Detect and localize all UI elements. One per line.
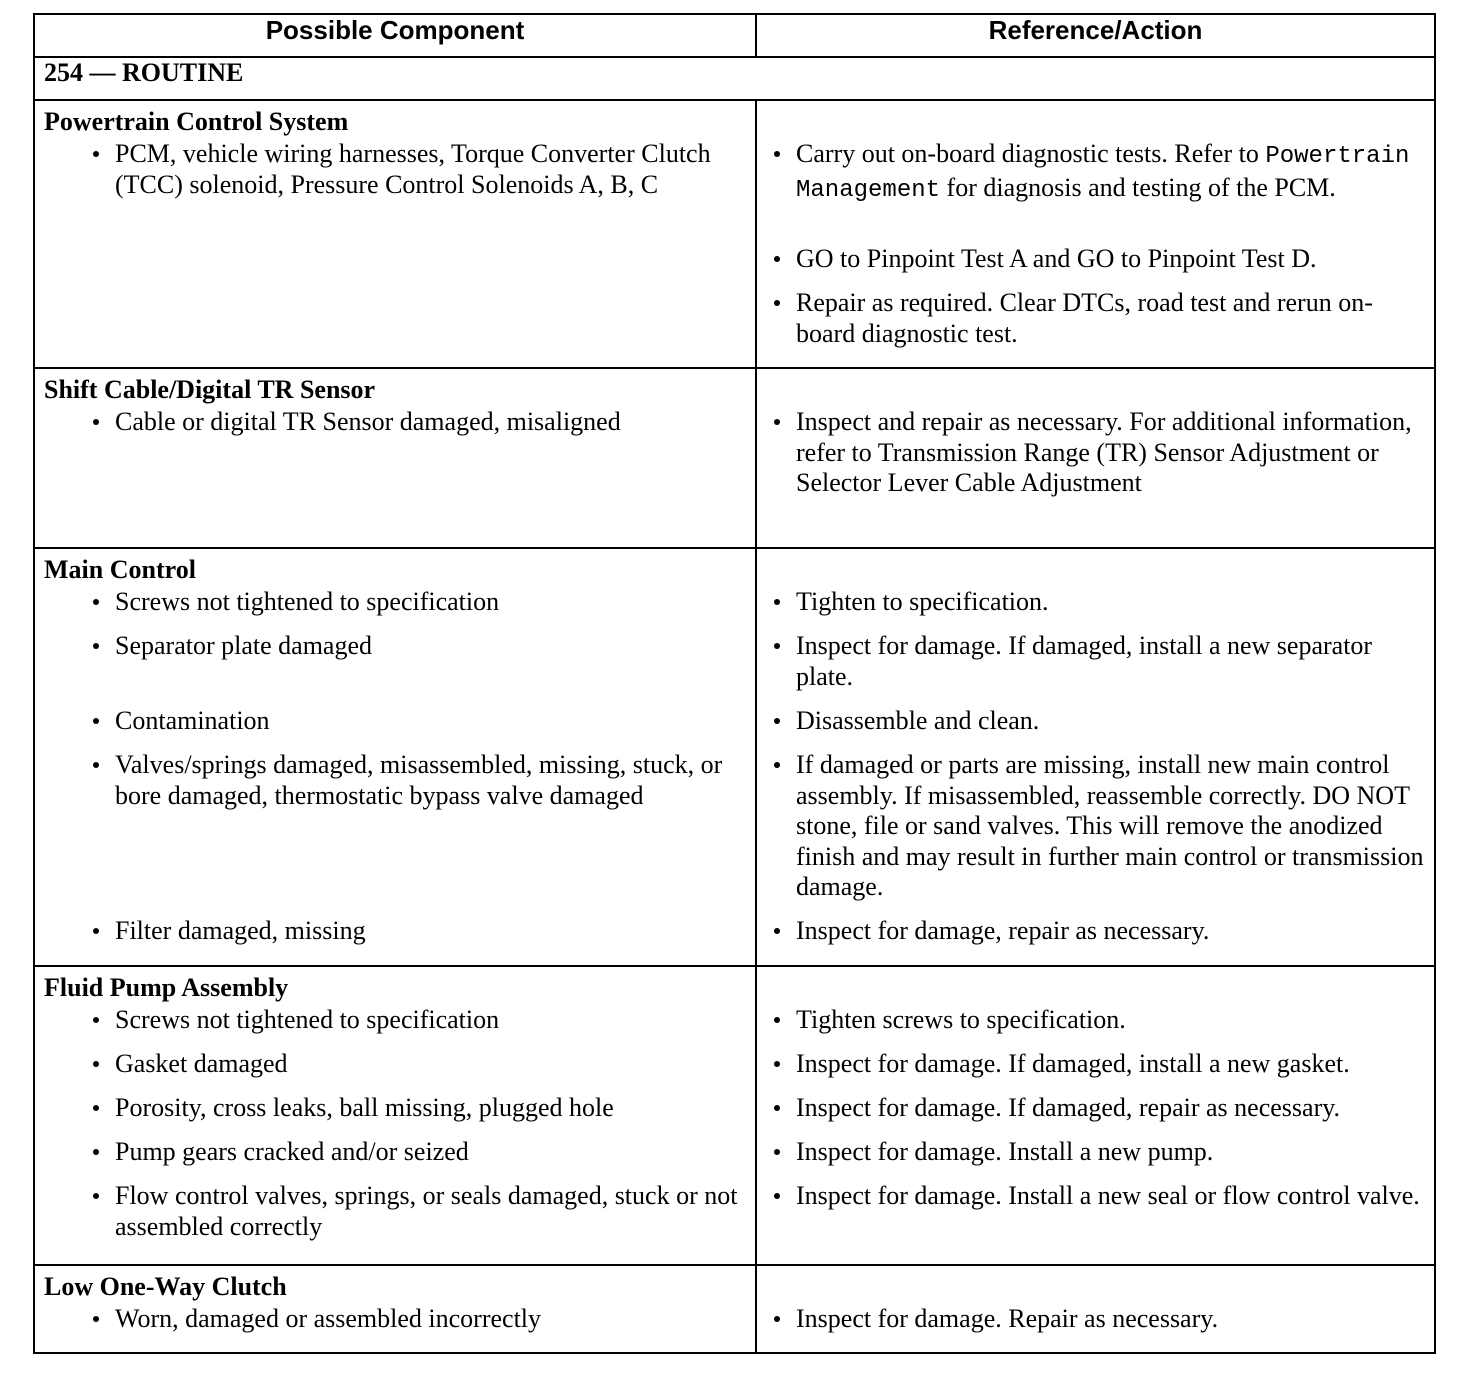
section-title: Shift Cable/Digital TR Sensor: [44, 375, 376, 404]
component-list: [35, 587, 755, 946]
action-item: Inspect for damage, repair as necessary.: [757, 916, 1434, 946]
action-item: Tighten to specification.: [757, 587, 1434, 617]
component-item: Screws not tightened to specification: [35, 587, 755, 617]
routine-code: 254 — ROUTINE: [34, 57, 1435, 100]
component-cell: [34, 548, 756, 966]
component-item: Gasket damaged: [35, 1049, 755, 1079]
component-list: [35, 1005, 755, 1242]
action-list: [757, 139, 1434, 349]
section-row: [34, 1265, 1435, 1353]
action-item: Disassemble and clean.: [757, 706, 1434, 736]
action-item: Inspect for damage. Install a new seal or flow control valve.: [757, 1181, 1434, 1212]
section-row: [34, 100, 1435, 368]
action-item: If damaged or parts are missing, install new main control assembly. If misassembled, reassemble correctly. DO NOT stone, file or sand valves. This will remove the anodized finish and may result in further main control or transmission damage.: [757, 750, 1434, 902]
action-item: GO to Pinpoint Test A and GO to Pinpoint Test D.: [757, 244, 1434, 274]
component-item: Pump gears cracked and/or seized: [35, 1137, 755, 1167]
code-row: [34, 57, 1435, 100]
component-cell: [34, 1265, 756, 1353]
component-cell: [34, 368, 756, 548]
action-item: Inspect for damage. If damaged, repair as necessary.: [757, 1093, 1434, 1123]
component-item: Separator plate damaged: [35, 631, 755, 692]
action-item: Inspect for damage. Repair as necessary.: [757, 1304, 1434, 1335]
action-item: Inspect for damage. Install a new pump.: [757, 1137, 1434, 1167]
header-action: Reference/Action: [756, 14, 1435, 57]
action-item: Tighten screws to specification.: [757, 1005, 1434, 1035]
component-item: Porosity, cross leaks, ball missing, plugged hole: [35, 1093, 755, 1123]
component-item: Cable or digital TR Sensor damaged, misaligned: [35, 407, 755, 438]
action-list: [757, 407, 1434, 499]
component-item: Worn, damaged or assembled incorrectly: [35, 1304, 755, 1335]
action-list: [757, 1304, 1434, 1335]
section-title: Main Control: [44, 555, 196, 584]
diagnostic-table: [33, 13, 1436, 1354]
action-item: [757, 139, 1434, 230]
section-title: Low One-Way Clutch: [44, 1272, 287, 1301]
header-row: [34, 14, 1435, 57]
action-text-post: for diagnosis and testing of the PCM.: [946, 172, 1336, 202]
component-item: Flow control valves, springs, or seals damaged, stuck or not assembled correctly: [35, 1181, 755, 1242]
action-cell: [756, 100, 1435, 368]
component-list: [35, 407, 755, 438]
action-cell: [756, 548, 1435, 966]
header-component: Possible Component: [34, 14, 756, 57]
action-item: Inspect and repair as necessary. For additional information, refer to Transmission Range (TR) Sensor Adjustment or Selector Lever Cable Adjustment: [757, 407, 1434, 499]
section-row: [34, 966, 1435, 1265]
action-item: Repair as required. Clear DTCs, road test and rerun on-board diagnostic test.: [757, 288, 1434, 349]
action-item: Inspect for damage. If damaged, install a new gasket.: [757, 1049, 1434, 1079]
action-list: [757, 1005, 1434, 1212]
reference-powertrain-management: Powertrain Management: [796, 143, 1410, 204]
component-list: [35, 1304, 755, 1335]
action-cell: [756, 368, 1435, 548]
section-title: Fluid Pump Assembly: [44, 973, 289, 1002]
component-item: Screws not tightened to specification: [35, 1005, 755, 1035]
section-row: [34, 548, 1435, 966]
action-cell: [756, 1265, 1435, 1353]
section-title: Powertrain Control System: [44, 107, 349, 136]
action-item: Inspect for damage. If damaged, install a new separator plate.: [757, 631, 1434, 692]
action-text-pre: Carry out on-board diagnostic tests. Refer to: [796, 139, 1259, 168]
section-row: [34, 368, 1435, 548]
component-cell: [34, 966, 756, 1265]
action-list: [757, 587, 1434, 946]
action-cell: [756, 966, 1435, 1265]
component-cell: [34, 100, 756, 368]
component-item: PCM, vehicle wiring harnesses, Torque Converter Clutch (TCC) solenoid, Pressure Control Solenoids A, B, C: [35, 139, 755, 230]
component-item: Filter damaged, missing: [35, 916, 755, 946]
component-item: Contamination: [35, 706, 755, 736]
component-item: Valves/springs damaged, misassembled, missing, stuck, or bore damaged, thermostatic bypass valve damaged: [35, 750, 755, 902]
component-list: [35, 139, 755, 230]
